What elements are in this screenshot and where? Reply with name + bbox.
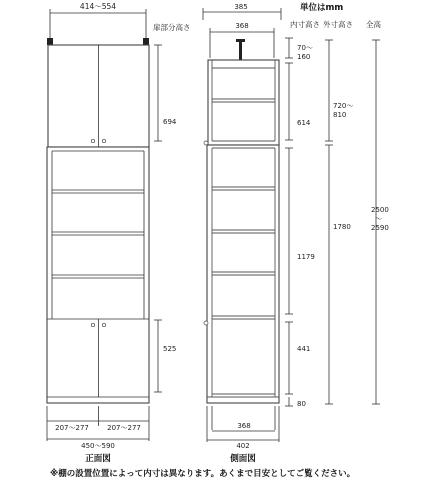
total-height-label <box>371 206 391 232</box>
front-top-poles <box>47 38 149 45</box>
plinth-label: 80 <box>297 400 306 408</box>
upper-outer-line-1: 720～ <box>333 102 354 110</box>
front-bottom-dimensions <box>47 406 149 464</box>
door-width-left-label: 207～277 <box>55 424 89 432</box>
upper-door-height-label: 694 <box>163 118 177 126</box>
top-gap-label <box>297 44 315 61</box>
upper-outer-line-2: 810 <box>333 111 347 119</box>
front-top-width-label: 414～554 <box>79 2 117 11</box>
inner-height-dimensions <box>285 38 315 408</box>
total-height-dimension <box>371 40 391 404</box>
middle-inner-label: 1179 <box>297 253 315 261</box>
side-bottom-dimensions <box>207 406 279 464</box>
upper-outer-label <box>333 102 356 119</box>
lower-inner-label: 441 <box>297 345 311 353</box>
inner-height-header: 内寸高さ <box>290 20 320 29</box>
side-cabinet-body <box>204 60 279 403</box>
side-view-title: 側面図 <box>230 454 256 464</box>
upper-inner-label: 614 <box>297 119 311 127</box>
lower-door-knob-left <box>91 323 94 326</box>
unit-label: 単位はmm <box>300 3 344 13</box>
footnote: ※棚の設置位置によって内寸は異なります。あくまで目安としてご覧ください。 <box>50 469 356 479</box>
side-outer-depth-label: 385 <box>234 3 248 11</box>
side-bottom-outer-label: 402 <box>236 442 250 450</box>
lower-door-height-label: 525 <box>163 345 177 353</box>
bottom-width-label: 450～590 <box>81 442 115 450</box>
cabinet-outer-label: 1780 <box>333 223 351 231</box>
outer-height-dimensions <box>325 40 356 404</box>
front-upper-cabinet <box>48 45 149 147</box>
upper-door-knob-left <box>91 139 94 142</box>
front-top-dimension <box>50 2 146 38</box>
front-lower-body <box>47 147 149 403</box>
lower-door-knob-right <box>102 323 105 326</box>
upper-door-knob-right <box>102 139 105 142</box>
side-inner-depth-label: 368 <box>235 22 249 30</box>
top-gap-line-1: 70～ <box>297 44 313 52</box>
side-top-pole <box>236 39 245 60</box>
top-gap-line-2: 160 <box>297 53 311 61</box>
total-height-line-3: 2590 <box>371 224 389 232</box>
outer-height-header: 外寸高さ <box>323 20 353 29</box>
front-door-heights <box>153 22 191 392</box>
front-view-title: 正面図 <box>85 454 111 464</box>
total-height-line-2: ～ <box>375 215 382 223</box>
side-bottom-inner-label: 368 <box>237 422 251 430</box>
door-section-label: 扉部分高さ <box>153 23 191 32</box>
total-height-header: 全高 <box>366 20 381 29</box>
door-width-right-label: 207～277 <box>107 424 141 432</box>
total-height-line-1: 2500 <box>371 206 389 214</box>
